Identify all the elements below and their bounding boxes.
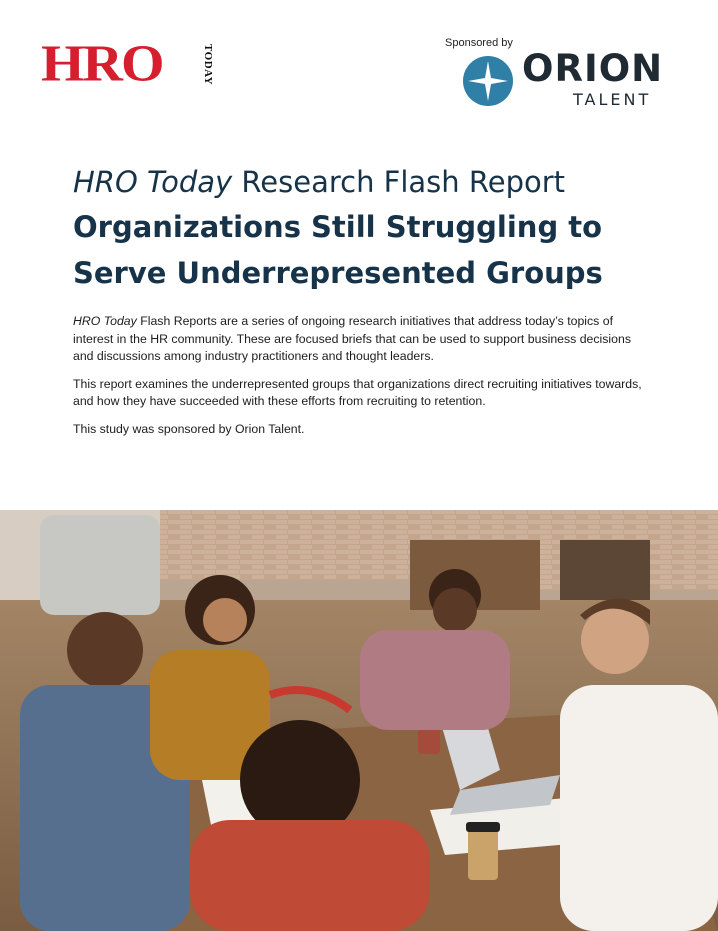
orion-logo-name: ORION [522, 47, 664, 90]
report-kicker-italic: HRO Today [73, 165, 233, 199]
orion-logo-sub: TALENT [573, 90, 652, 109]
report-headline-line2: Serve Underrepresented Groups [73, 256, 603, 290]
meeting-photo [0, 510, 718, 931]
report-headline-line1: Organizations Still Struggling to [73, 210, 603, 244]
intro-p1-italic: HRO Today [73, 314, 137, 328]
report-kicker-rest: Research Flash Report [232, 165, 566, 199]
hro-logo-text: HRO [41, 35, 163, 93]
intro-p1-rest: Flash Reports are a series of ongoing research initiatives that address today’s topics of interest in the HR community. These are focused briefs that can be used to support business decisions and discussions among industry practitioners and thought leaders. [73, 314, 631, 364]
sponsored-by-label: Sponsored by [445, 37, 513, 49]
intro-paragraph-3: This study was sponsored by Orion Talent. [73, 421, 305, 436]
report-intro [73, 313, 643, 449]
intro-paragraph-1 [73, 313, 643, 366]
hro-logo-today: TODAY [202, 44, 214, 86]
report-kicker [73, 160, 673, 204]
hro-today-logo [41, 35, 214, 93]
report-title [73, 160, 673, 296]
intro-paragraph-2: This report examines the underrepresented groups that organizations direct recruiting initiatives towards, and how they have succeeded with these efforts from recruiting to retention. [73, 376, 642, 409]
orion-star-icon [462, 55, 514, 107]
sponsor-block [445, 37, 685, 107]
